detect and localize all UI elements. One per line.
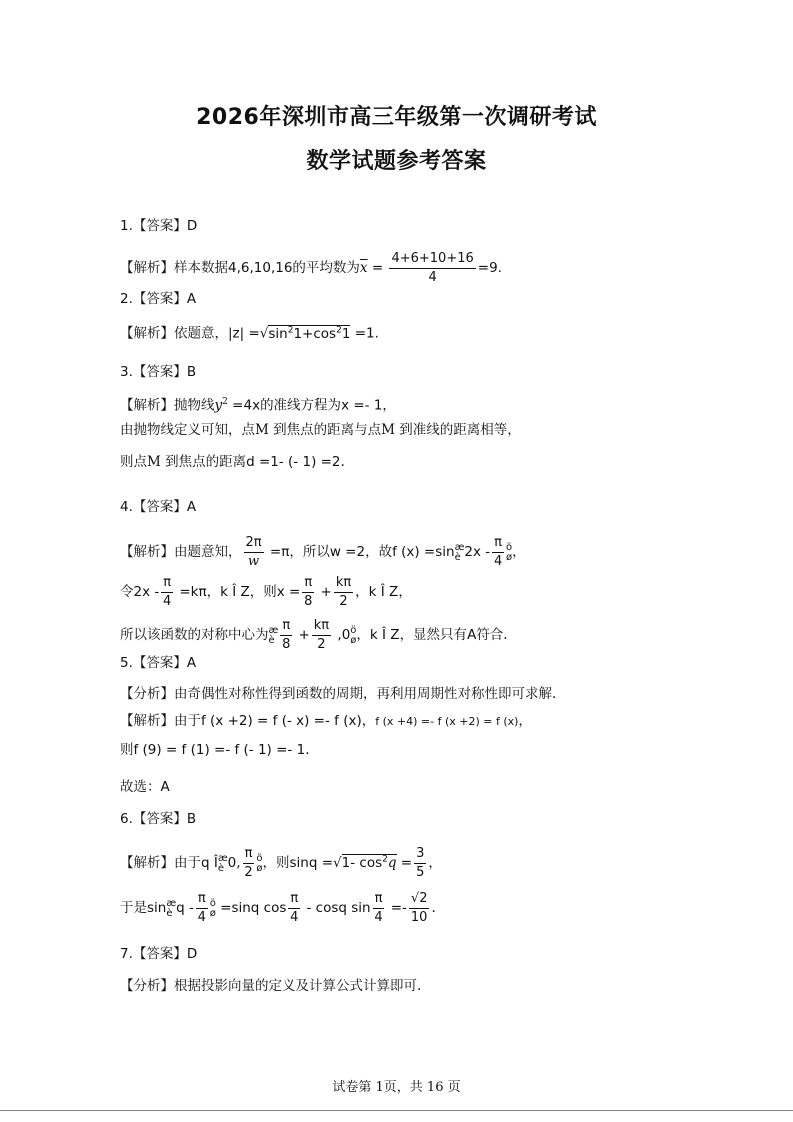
- q2-sin: sin: [268, 325, 288, 342]
- q6-l1-c: 0,: [227, 855, 241, 871]
- q4-l2-e: ，则: [249, 584, 277, 600]
- q6-den3: 4: [197, 910, 206, 925]
- q4-l3-g: A: [467, 627, 477, 643]
- q4-l2-d: k Î Z: [220, 584, 250, 600]
- page-footer: 试卷第 1页，共 16 页: [332, 1080, 461, 1095]
- q6-paren3: æ è: [166, 897, 177, 919]
- solution-label: 【解析】: [120, 544, 174, 560]
- q4-l2-a: 令: [120, 584, 134, 600]
- q4-l2-i: k Î Z: [368, 584, 399, 600]
- q5-l1-e: ，: [518, 713, 532, 729]
- q4-frac2: [492, 534, 504, 571]
- q5-l1-b: f (x +2) = f (- x) =- f (x): [201, 713, 362, 729]
- q4-l1-g: ，: [512, 544, 526, 560]
- q4-den7: 2: [317, 637, 326, 652]
- q2-text: 依题意，: [174, 325, 228, 342]
- q4-l3-f: ，显然只有: [399, 627, 468, 643]
- q6-l2-g: .: [431, 900, 436, 916]
- q6-l1-e: sinq =√: [289, 855, 342, 871]
- q1-text-a: 样本数据: [174, 260, 228, 276]
- q4-frac4: [302, 574, 314, 611]
- q1-text-b: 的平均数为: [292, 260, 360, 276]
- q5-l2-b: f (9) = f (1) =- f (- 1) =- 1: [133, 742, 306, 758]
- q6-l2-e: - cosq sin: [302, 900, 371, 916]
- q2-cos: 1+cos: [293, 325, 337, 342]
- q5-l1-a: 由于: [174, 713, 201, 729]
- q4-den3: 4: [163, 594, 172, 609]
- q4-num6: π: [280, 617, 292, 636]
- q5-l2-c: .: [305, 742, 310, 758]
- q2-answer: 2.【答案】A: [120, 291, 197, 307]
- q4-den4: 8: [304, 594, 313, 609]
- q4-den2: 4: [493, 554, 503, 569]
- q4-l2-c: =kπ，: [175, 584, 221, 600]
- q1-den: 4: [428, 270, 437, 285]
- q2-result: =1.: [350, 325, 379, 342]
- q4-l2-h: ，: [355, 584, 369, 600]
- q5-analysis: [120, 684, 556, 704]
- solution-label: 【解析】: [120, 397, 174, 414]
- q6-l1-d: ，则: [262, 855, 290, 871]
- q3-answer: 3.【答案】B: [120, 364, 197, 380]
- q3-l3-b: d =1- (- 1) =2: [246, 454, 341, 470]
- q4-l1-c: w =2: [329, 544, 366, 560]
- q6-paren4: ö ø: [209, 897, 216, 919]
- q4-l2-j: ，: [398, 584, 412, 600]
- exam-subtitle: 数学试题参考答案: [306, 149, 487, 174]
- q4-l3-b: +: [294, 627, 310, 643]
- q2-solution: [120, 320, 379, 344]
- q3-l1-e: ，: [382, 397, 396, 414]
- solution-label: 【解析】: [120, 325, 174, 342]
- analysis-label: 【分析】: [120, 686, 174, 702]
- q4-num3: π: [161, 574, 173, 593]
- q4-l2-b: 2x -: [133, 584, 160, 600]
- q1-eq: =: [367, 260, 388, 276]
- q4-num5: kπ: [334, 574, 353, 593]
- q1-solution: [120, 250, 502, 287]
- q2-arg: 1: [341, 325, 351, 342]
- q6-l2-a: 于是: [120, 900, 147, 916]
- q3-l3-a: 则点M 到焦点的距离: [120, 454, 247, 470]
- q3-sup: 2: [222, 397, 228, 407]
- q5-line1: [120, 711, 532, 732]
- q6-frac4: [288, 890, 300, 927]
- q4-l2-f: x =: [276, 584, 301, 600]
- q6-num2: 3: [414, 845, 426, 864]
- bottom-divider: [0, 1110, 793, 1111]
- q3-l1-d: x =- 1: [341, 397, 383, 414]
- solution-label: 【解析】: [120, 855, 174, 871]
- q6-sup: 2: [382, 854, 388, 865]
- q6-paren1: æ è: [217, 852, 228, 874]
- analysis-label: 【分析】: [120, 978, 174, 994]
- q4-paren4: ö ø: [350, 624, 357, 646]
- q4-paren1: æ è: [454, 541, 465, 563]
- q4-l3-d: ，: [356, 627, 370, 643]
- q6-den6: 10: [410, 910, 428, 925]
- q5-l3-b: A: [160, 779, 170, 795]
- q3-line3: [120, 452, 345, 472]
- q1-fraction: [389, 250, 475, 287]
- q6-frac6: [409, 890, 430, 927]
- q4-num7: kπ: [312, 617, 331, 636]
- q3-line1: [120, 392, 396, 416]
- q5-answer: 5.【答案】A: [120, 655, 197, 671]
- q6-l2-f: =-: [386, 900, 407, 916]
- q4-frac5: [334, 574, 353, 611]
- q6-l1-f: 1- cos: [341, 855, 383, 871]
- q4-frac7: [312, 617, 331, 654]
- q4-l1-e: f (x) =sin: [392, 544, 455, 560]
- q6-radicand: [342, 854, 397, 871]
- q4-l3-c: ,0: [333, 627, 351, 643]
- q7-answer: 7.【答案】D: [120, 946, 198, 962]
- exam-title: 2026年深圳市高三年级第一次调研考试: [196, 105, 597, 130]
- q4-frac3: [161, 574, 173, 611]
- q4-l1-a: 由题意知，: [174, 544, 242, 560]
- q5-line2: [120, 740, 309, 760]
- q3-l3-c: .: [340, 454, 345, 470]
- q4-l1-f: 2x -: [464, 544, 491, 560]
- q6-num3: π: [196, 890, 208, 909]
- q6-den5: 4: [374, 910, 383, 925]
- q6-frac5: [373, 890, 385, 927]
- q2-sup2: 2: [336, 325, 342, 335]
- q1-result: =9.: [477, 260, 502, 276]
- q5-line3: [120, 777, 170, 797]
- q4-frac6: [280, 617, 292, 654]
- q2-sup1: 2: [287, 325, 294, 335]
- q6-num5: π: [373, 890, 385, 909]
- q1-answer: 1.【答案】D: [120, 218, 198, 234]
- q4-l2-g: +: [316, 584, 332, 600]
- q6-l1-h: =: [396, 855, 413, 871]
- q4-line1: [120, 534, 526, 571]
- q6-paren2: ö ø: [256, 852, 263, 874]
- q5-l1-c: ，: [361, 713, 376, 729]
- q4-frac1: [244, 534, 264, 571]
- q6-frac3: [196, 890, 208, 927]
- q6-den2: 5: [416, 865, 425, 880]
- q4-l1-b: =π，所以: [265, 544, 330, 560]
- q4-l1-d: ，故: [365, 544, 393, 560]
- q3-l1-a: 抛物线: [174, 397, 215, 414]
- q1-xbar: $\overline{x}$: [359, 260, 368, 276]
- q4-answer: 4.【答案】A: [120, 499, 197, 515]
- q6-l1-g: q: [387, 855, 397, 871]
- q5-l1-d: f (x +4) =- f (x +2) = f (x): [375, 715, 519, 728]
- q4-den1: w: [247, 554, 260, 569]
- q6-num4: π: [288, 890, 300, 909]
- q3-l1-b: =4x: [227, 397, 261, 414]
- q4-den6: 8: [282, 637, 291, 652]
- q5-l2-a: 则: [120, 742, 134, 758]
- q3-y: y: [214, 397, 223, 414]
- q4-l3-e: k Î Z: [369, 627, 400, 643]
- q6-l2-d: =sinq cos: [215, 900, 287, 916]
- q6-l1-a: 由于: [174, 855, 201, 871]
- q4-den5: 2: [339, 594, 348, 609]
- q5-l3-a: 故选：: [120, 779, 161, 795]
- q6-l1-b: q Î: [201, 855, 218, 871]
- q6-num6: √2: [409, 890, 430, 909]
- q4-line2: [120, 574, 412, 611]
- q6-l2-c: q -: [176, 900, 194, 916]
- q7-analysis-text: 根据投影向量的定义及计算公式计算即可.: [174, 978, 422, 994]
- q2-radicand: [268, 325, 350, 342]
- q6-l2-b: sin: [147, 900, 167, 916]
- q4-paren2: ö ø: [506, 541, 513, 563]
- q6-den1: 2: [244, 865, 253, 880]
- q6-num1: π: [243, 845, 255, 864]
- q4-l3-a: 所以该函数的对称中心为: [120, 627, 269, 643]
- q7-analysis: [120, 976, 421, 996]
- q4-num2: π: [492, 534, 504, 553]
- q5-analysis-text: 由奇偶性对称性得到函数的周期，再利用周期性对称性即可求解.: [174, 686, 557, 702]
- q6-answer: 6.【答案】B: [120, 811, 197, 827]
- q6-frac2: [414, 845, 426, 882]
- q4-num1: 2π: [244, 534, 264, 553]
- q2-expr-a: |z| =√: [228, 325, 269, 342]
- q4-line3: [120, 617, 508, 654]
- q4-paren3: æ è: [268, 624, 279, 646]
- q3-line2: 由抛物线定义可知，点M 到焦点的距离与点M 到准线的距离相等，: [120, 422, 521, 438]
- q6-line1: [120, 845, 442, 882]
- q6-line2: [120, 890, 436, 927]
- q6-l1-i: ，: [428, 855, 442, 871]
- q1-data: 4,6,10,16: [228, 260, 293, 276]
- q3-l1-c: 的准线方程为: [260, 397, 342, 414]
- q6-den4: 4: [290, 910, 299, 925]
- q4-l3-h: 符合.: [476, 627, 508, 643]
- q6-frac1: [243, 845, 255, 882]
- solution-label: 【解析】: [120, 260, 174, 276]
- q4-num4: π: [302, 574, 314, 593]
- solution-label: 【解析】: [120, 713, 174, 729]
- q1-num: 4+6+10+16: [389, 250, 475, 269]
